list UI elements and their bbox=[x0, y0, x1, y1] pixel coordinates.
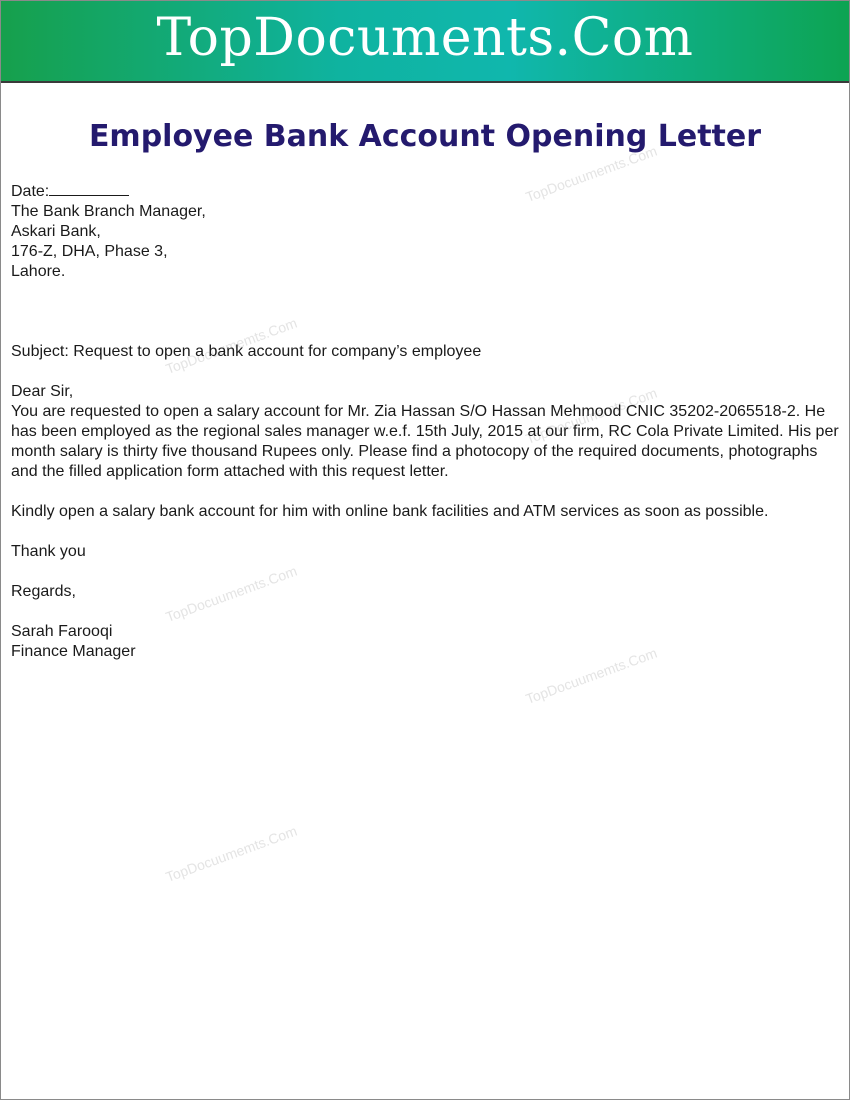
body-paragraph-1: You are requested to open a salary account for Mr. Zia Hassan S/O Hassan Mehmood CNIC 35202-2065518-2. He has been employed as the regional sales manager w.e.f. 15th July, 2015 at our firm, RC Cola Private Limited. His per month salary is thirty five thousand Rupees only. Please find a photocopy of the required documents, photographs and the filled application form attached with this request letter. bbox=[11, 403, 839, 480]
watermark-text: TopDocuumemts.Com bbox=[163, 314, 300, 377]
site-banner bbox=[1, 1, 849, 83]
signer-title: Finance Manager bbox=[11, 643, 136, 660]
site-name: TopDocuments.Com bbox=[156, 8, 694, 68]
signer-name: Sarah Farooqi bbox=[11, 623, 113, 640]
recipient-line: Lahore. bbox=[11, 263, 66, 280]
watermark-text: TopDocuumemts.Com bbox=[163, 562, 300, 625]
watermark-text: TopDocuumemts.Com bbox=[523, 384, 660, 447]
subject-line: Subject: Request to open a bank account for company’s employee bbox=[11, 343, 482, 360]
letter-body bbox=[11, 181, 841, 662]
body-paragraph-2: Kindly open a salary bank account for him with online bank facilities and ATM services as soon as possible. bbox=[11, 503, 769, 520]
watermark-text: TopDocuumemts.Com bbox=[523, 142, 660, 205]
salutation: Dear Sir, bbox=[11, 383, 74, 400]
document-title: Employee Bank Account Opening Letter bbox=[88, 119, 762, 154]
closing-line: Regards, bbox=[11, 583, 76, 600]
date-blank-field bbox=[49, 181, 129, 196]
watermark-text: TopDocuumemts.Com bbox=[163, 822, 300, 885]
watermark-text: TopDocuumemts.Com bbox=[523, 644, 660, 707]
recipient-line: 176-Z, DHA, Phase 3, bbox=[11, 243, 168, 260]
recipient-line: The Bank Branch Manager, bbox=[11, 203, 206, 220]
recipient-line: Askari Bank, bbox=[11, 223, 101, 240]
date-label: Date: bbox=[11, 183, 50, 200]
thanks-line: Thank you bbox=[11, 543, 86, 560]
date-line bbox=[11, 181, 841, 202]
